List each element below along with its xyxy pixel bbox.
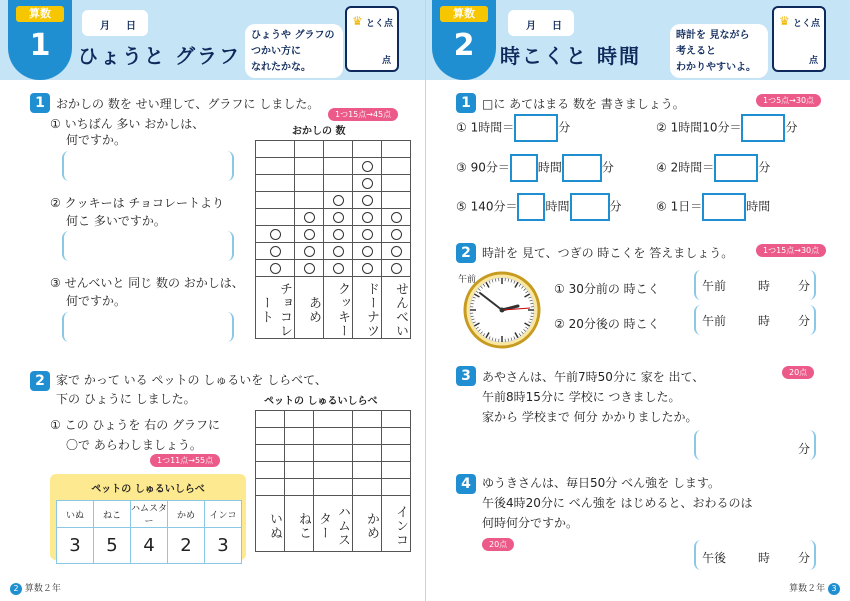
sub-question: ① いちばん 多い おかしは、 — [50, 117, 205, 131]
graph-cell — [353, 141, 382, 158]
question-number: 2 — [456, 243, 476, 263]
pet-graph[interactable] — [255, 410, 411, 552]
question-number: 1 — [456, 93, 476, 113]
page-footer: 算数２年 3 — [789, 581, 840, 595]
graph-category-label: ねこ — [285, 496, 314, 552]
graph-cell — [324, 175, 353, 192]
graph-cell — [295, 141, 324, 158]
answer-box[interactable] — [62, 231, 234, 261]
graph-category-label: インコ — [382, 496, 411, 552]
circle-mark — [333, 212, 344, 223]
fill-item: ① 1時間＝ 分 — [456, 114, 570, 142]
question-text: ゆうきさんは、毎日50分 べん強を します。 — [482, 476, 720, 490]
pet-count: 2 — [168, 528, 205, 564]
graph-cell[interactable] — [285, 411, 314, 428]
circle-mark — [362, 212, 373, 223]
graph-cell — [256, 226, 295, 243]
graph-cell[interactable] — [314, 479, 353, 496]
graph-cell[interactable] — [382, 445, 411, 462]
answer-box[interactable] — [514, 114, 558, 142]
graph-cell — [256, 175, 295, 192]
question-number: 1 — [30, 93, 50, 113]
graph-cell — [295, 158, 324, 175]
tip-bubble: 時計を 見ながら 考えると わかりやすいよ。 — [670, 24, 768, 78]
circle-mark — [391, 246, 402, 257]
clock-icon — [462, 270, 542, 350]
right-header — [426, 0, 850, 80]
graph-cell — [353, 226, 382, 243]
graph-cell[interactable] — [256, 445, 285, 462]
graph-cell[interactable] — [285, 479, 314, 496]
graph-cell — [256, 209, 295, 226]
circle-mark — [333, 229, 344, 240]
graph-cell — [256, 141, 295, 158]
graph-cell[interactable] — [314, 411, 353, 428]
graph-cell — [324, 192, 353, 209]
pet-graph-title: ペットの しゅるいしらべ — [264, 396, 378, 407]
graph-category-label: クッキー — [324, 277, 353, 339]
graph-category-label: チョコレート — [256, 277, 295, 339]
graph-category-label: せんべい — [382, 277, 411, 339]
right-page — [425, 0, 850, 601]
graph-cell[interactable] — [382, 479, 411, 496]
question-text: 家で かって いる ペットの しゅるいを しらべて、 — [56, 373, 327, 387]
graph-cell[interactable] — [256, 462, 285, 479]
answer-box[interactable] — [62, 312, 234, 342]
graph-cell — [382, 175, 411, 192]
graph-cell — [382, 243, 411, 260]
circle-mark — [391, 263, 402, 274]
answer-box[interactable] — [741, 114, 785, 142]
sub-question-line: 何ですか。 — [66, 133, 127, 147]
circle-mark — [362, 263, 373, 274]
score-box[interactable]: ♛ とく点 点 — [345, 6, 399, 72]
sub-question: ① 30分前の 時こく — [554, 282, 660, 296]
subject-label: 算数 — [440, 6, 488, 22]
date-box[interactable]: 月 日 — [508, 10, 574, 36]
graph-cell — [295, 209, 324, 226]
points-pill: 20点 — [482, 538, 514, 551]
circle-mark — [391, 229, 402, 240]
points-pill: 1つ15点→30点 — [756, 244, 826, 257]
circle-mark — [362, 229, 373, 240]
graph-cell[interactable] — [256, 428, 285, 445]
graph-title: おかしの 数 — [292, 126, 346, 137]
answer-box[interactable] — [562, 154, 602, 182]
question-text: 家から 学校まで 何分 かかりましたか。 — [482, 410, 698, 424]
graph-cell[interactable] — [353, 411, 382, 428]
pet-name: ハムスター — [131, 501, 168, 528]
clock-ampm-label: 午前 — [458, 275, 477, 285]
graph-cell — [382, 141, 411, 158]
graph-cell — [353, 158, 382, 175]
question-number: 3 — [456, 366, 476, 386]
circle-mark — [362, 195, 373, 206]
answer-box[interactable] — [714, 154, 758, 182]
unit-badge — [8, 0, 72, 80]
score-box[interactable]: ♛ とく点 点 — [772, 6, 826, 72]
question-text: おかしの 数を せい理して、グラフに しました。 — [56, 97, 320, 111]
question-text: 午後4時20分に べん強を はじめると、おわるのは — [482, 496, 753, 510]
tip-bubble: ひょうや グラフの つかい方に なれたかな。 — [245, 24, 343, 78]
graph-cell[interactable] — [353, 445, 382, 462]
graph-cell[interactable] — [353, 428, 382, 445]
graph-cell — [382, 192, 411, 209]
pet-name: ねこ — [94, 501, 131, 528]
graph-cell — [382, 158, 411, 175]
graph-cell — [382, 260, 411, 277]
answer-box[interactable] — [570, 193, 610, 221]
unit-number: 1 — [29, 28, 51, 63]
graph-cell — [295, 226, 324, 243]
graph-cell[interactable] — [314, 428, 353, 445]
question-text: 下の ひょうに しました。 — [56, 392, 196, 406]
graph-cell[interactable] — [382, 462, 411, 479]
sub-question: ① この ひょうを 右の グラフに — [50, 418, 221, 432]
circle-mark — [362, 161, 373, 172]
answer-box[interactable] — [62, 151, 234, 181]
answer-box[interactable] — [702, 193, 746, 221]
answer-box[interactable] — [510, 154, 538, 182]
page-title: 時こくと 時間 — [500, 44, 641, 68]
graph-cell — [382, 226, 411, 243]
subject-label: 算数 — [16, 6, 64, 22]
fill-item: ③ 90分＝ 時間 分 — [456, 154, 614, 182]
graph-cell[interactable] — [256, 411, 285, 428]
question-text: 午前8時15分に 学校に つきました。 — [482, 390, 681, 404]
graph-cell — [382, 209, 411, 226]
sub-question-line: 何ですか。 — [66, 294, 127, 308]
question-text: 時計を 見て、つぎの 時こくを 答えましょう。 — [482, 246, 734, 260]
question-text: □に あてはまる 数を 書きましょう。 — [482, 97, 685, 111]
graph-category-label: いぬ — [256, 496, 285, 552]
graph-cell[interactable] — [382, 411, 411, 428]
fill-item: ④ 2時間＝ 分 — [656, 154, 770, 182]
pet-count: 4 — [131, 528, 168, 564]
sub-question-line: 〇で あらわしましょう。 — [66, 438, 202, 452]
sub-question: ③ せんべいと 同じ 数の おかしは、 — [50, 276, 244, 290]
answer-box[interactable]: 午後 時 分 — [694, 540, 816, 570]
answer-box[interactable]: 午前 時 分 — [694, 305, 816, 335]
graph-cell[interactable] — [353, 479, 382, 496]
fill-item: ⑥ 1日＝ 時間 — [656, 193, 770, 221]
graph-cell — [353, 175, 382, 192]
graph-cell — [295, 175, 324, 192]
page-footer: 2 算数２年 — [10, 581, 61, 595]
crown-icon: ♛ — [352, 14, 363, 28]
graph-cell[interactable] — [256, 479, 285, 496]
circle-mark — [362, 246, 373, 257]
pet-name: インコ — [205, 501, 242, 528]
graph-category-label: ドーナツ — [353, 277, 382, 339]
sub-question-line: 何こ 多いですか。 — [66, 214, 166, 228]
circle-mark — [391, 212, 402, 223]
date-box[interactable]: 月 日 — [82, 10, 148, 36]
graph-category-label: あめ — [295, 277, 324, 339]
graph-cell[interactable] — [285, 445, 314, 462]
sub-question: ② 20分後の 時こく — [554, 317, 660, 331]
graph-cell — [295, 260, 324, 277]
points-pill: 1つ15点→45点 — [328, 108, 398, 121]
fill-item: ⑤ 140分＝ 時間 分 — [456, 193, 622, 221]
graph-cell[interactable] — [314, 462, 353, 479]
graph-cell — [353, 260, 382, 277]
graph-cell — [256, 260, 295, 277]
pet-count: 3 — [205, 528, 242, 564]
graph-cell — [256, 192, 295, 209]
sub-question: ② クッキーは チョコレートより — [50, 196, 225, 210]
answer-box[interactable]: 午前 時 分 — [694, 270, 816, 300]
pet-table — [50, 474, 246, 560]
unit-number: 2 — [453, 28, 475, 63]
left-header — [0, 0, 425, 80]
circle-mark — [270, 229, 281, 240]
graph-cell — [256, 158, 295, 175]
graph-cell — [324, 260, 353, 277]
circle-mark — [304, 246, 315, 257]
circle-mark — [333, 263, 344, 274]
pet-count: 3 — [57, 528, 94, 564]
circle-mark — [270, 246, 281, 257]
circle-mark — [304, 263, 315, 274]
pet-count: 5 — [94, 528, 131, 564]
circle-mark — [362, 178, 373, 189]
fill-item: ② 1時間10分＝ 分 — [656, 114, 798, 142]
circle-mark — [304, 229, 315, 240]
snack-graph — [255, 140, 411, 339]
circle-mark — [333, 246, 344, 257]
answer-box[interactable]: 分 — [694, 430, 816, 460]
points-pill: 1つ5点→30点 — [756, 94, 821, 107]
graph-category-label: ハムスター — [314, 496, 353, 552]
question-number: 2 — [30, 371, 50, 391]
crown-icon: ♛ — [779, 14, 790, 28]
graph-cell[interactable] — [382, 428, 411, 445]
graph-cell — [324, 158, 353, 175]
circle-mark — [333, 195, 344, 206]
unit-badge — [432, 0, 496, 80]
question-text: あやさんは、午前7時50分に 家を 出て、 — [482, 370, 705, 384]
question-number: 4 — [456, 474, 476, 494]
graph-cell — [295, 192, 324, 209]
graph-category-label: かめ — [353, 496, 382, 552]
graph-cell — [353, 243, 382, 260]
pet-name: かめ — [168, 501, 205, 528]
graph-cell — [324, 209, 353, 226]
graph-cell — [324, 243, 353, 260]
graph-cell — [353, 192, 382, 209]
graph-cell — [324, 141, 353, 158]
graph-cell[interactable] — [285, 462, 314, 479]
graph-cell[interactable] — [353, 462, 382, 479]
circle-mark — [270, 263, 281, 274]
pet-table-title: ペットの しゅるいしらべ — [91, 484, 205, 495]
answer-box[interactable] — [517, 193, 545, 221]
graph-cell — [295, 243, 324, 260]
points-pill: 1つ11点→55点 — [150, 454, 220, 467]
graph-cell — [324, 226, 353, 243]
question-text: 何時何分ですか。 — [482, 516, 579, 530]
graph-cell[interactable] — [285, 428, 314, 445]
graph-cell — [353, 209, 382, 226]
pet-name: いぬ — [57, 501, 94, 528]
graph-cell — [256, 243, 295, 260]
circle-mark — [304, 212, 315, 223]
points-pill: 20点 — [782, 366, 814, 379]
graph-cell[interactable] — [314, 445, 353, 462]
page-title: ひょうと グラフ — [78, 44, 241, 68]
